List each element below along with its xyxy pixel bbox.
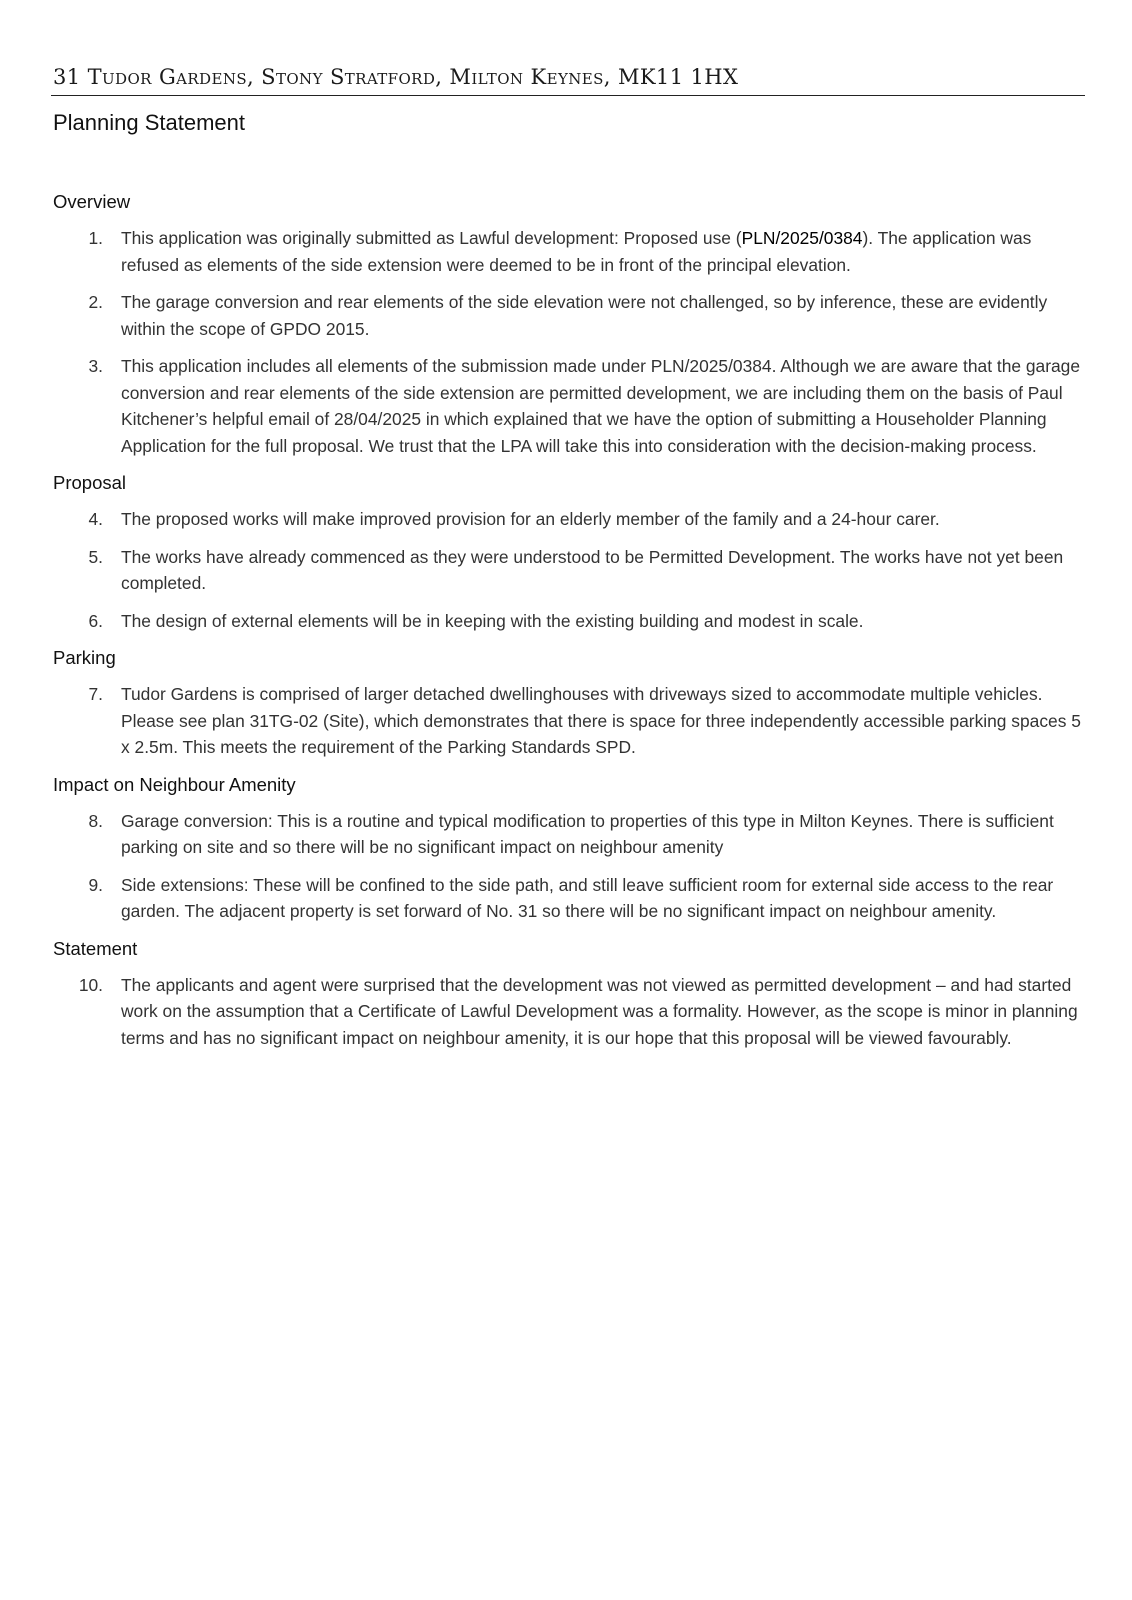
application-reference: PLN/2025/0384 bbox=[741, 228, 863, 248]
page-title: Planning Statement bbox=[53, 110, 246, 135]
document-body bbox=[53, 189, 1085, 1062]
item-number: 1. bbox=[88, 228, 103, 248]
section-heading: Proposal bbox=[53, 472, 127, 493]
item-text-end: ). The application was refused as elements of the side extension were deemed to be in front of the principal elevation. bbox=[121, 228, 1032, 275]
list-item bbox=[53, 808, 1085, 861]
list-item bbox=[53, 872, 1085, 925]
section-heading: Overview bbox=[53, 191, 131, 212]
item-number: 6. bbox=[88, 610, 103, 631]
section-heading: Parking bbox=[53, 647, 116, 668]
list-item bbox=[53, 289, 1085, 342]
list-item bbox=[53, 608, 1085, 635]
item-number: 5. bbox=[88, 546, 103, 567]
item-number: 8. bbox=[88, 810, 103, 831]
list-item bbox=[53, 544, 1085, 597]
item-text: Tudor Gardens is comprised of larger detached dwellinghouses with driveways sized to accommodate multiple vehicles. Please see plan 31TG-02 (Site), which demonstrates that there is space for three independently accessible parking spaces 5 x 2.5m. This meets the requirement of the Parking Standards SPD. bbox=[121, 684, 1081, 757]
section-parking bbox=[53, 645, 1085, 761]
item-text: The garage conversion and rear elements of the side elevation were not challenged, so by inference, these are evidently within the scope of GPDO 2015. bbox=[121, 292, 1048, 339]
section-heading: Impact on Neighbour Amenity bbox=[53, 773, 296, 795]
item-text: The proposed works will make improved provision for an elderly member of the family and a 24-hour carer. bbox=[121, 509, 940, 529]
item-number: 7. bbox=[88, 684, 103, 704]
list-item bbox=[53, 353, 1085, 459]
list-item bbox=[53, 972, 1085, 1052]
section-overview bbox=[53, 189, 1085, 459]
item-text: Side extensions: These will be confined to the side path, and still leave sufficient room for external side access to the rear garden. The adjacent property is set forward of No. 31 so there will be no significant impact on neighbour amenity. bbox=[121, 874, 1054, 921]
item-text: The design of external elements will be in keeping with the existing building and modest in scale. bbox=[121, 610, 864, 631]
section-statement bbox=[53, 936, 1085, 1052]
item-text: The works have already commenced as they were understood to be Permitted Development. The works have not yet been completed. bbox=[121, 546, 1064, 593]
item-text-start: This application was originally submitted as Lawful development: Proposed use ( bbox=[121, 228, 742, 248]
item-number: 3. bbox=[88, 356, 103, 376]
section-impact-on-neighbour-amenity bbox=[53, 772, 1085, 925]
item-text: This application includes all elements of the submission made under PLN/2025/0384. Although we are aware that the garage conversion and rear elements of the side extension are permitted development, we are including them on the basis of Paul Kitchener’s helpful email of 28/04/2025 in which explained that we have the option of submitting a Householder Planning Application for the full proposal. We trust that the LPA will take this into consideration with the decision-making process. bbox=[121, 356, 1081, 456]
header-divider bbox=[51, 95, 1085, 96]
item-number: 10. bbox=[78, 974, 103, 995]
list-item bbox=[53, 225, 1085, 278]
item-text bbox=[121, 225, 1085, 278]
section-heading: Statement bbox=[53, 937, 138, 959]
item-number: 4. bbox=[88, 509, 103, 529]
page-header-address: 31 Tudor Gardens, Stony Stratford, Milton Keynes, MK11 1HX bbox=[53, 65, 739, 89]
list-item bbox=[53, 681, 1085, 761]
item-text: Garage conversion: This is a routine and typical modification to properties of this type in Milton Keynes. There is sufficient parking on site and so there will be no significant impact on neighbour amenity bbox=[121, 810, 1054, 857]
item-number: 9. bbox=[88, 874, 103, 895]
list-item bbox=[53, 506, 1085, 533]
item-text: The applicants and agent were surprised that the development was not viewed as permitted development – and had started work on the assumption that a Certificate of Lawful Development was a formality. However, as the scope is minor in planning terms and has no significant impact on neighbour amenity, it is our hope that this proposal will be viewed favourably. bbox=[121, 974, 1078, 1048]
item-number: 2. bbox=[88, 292, 103, 312]
section-proposal bbox=[53, 470, 1085, 634]
